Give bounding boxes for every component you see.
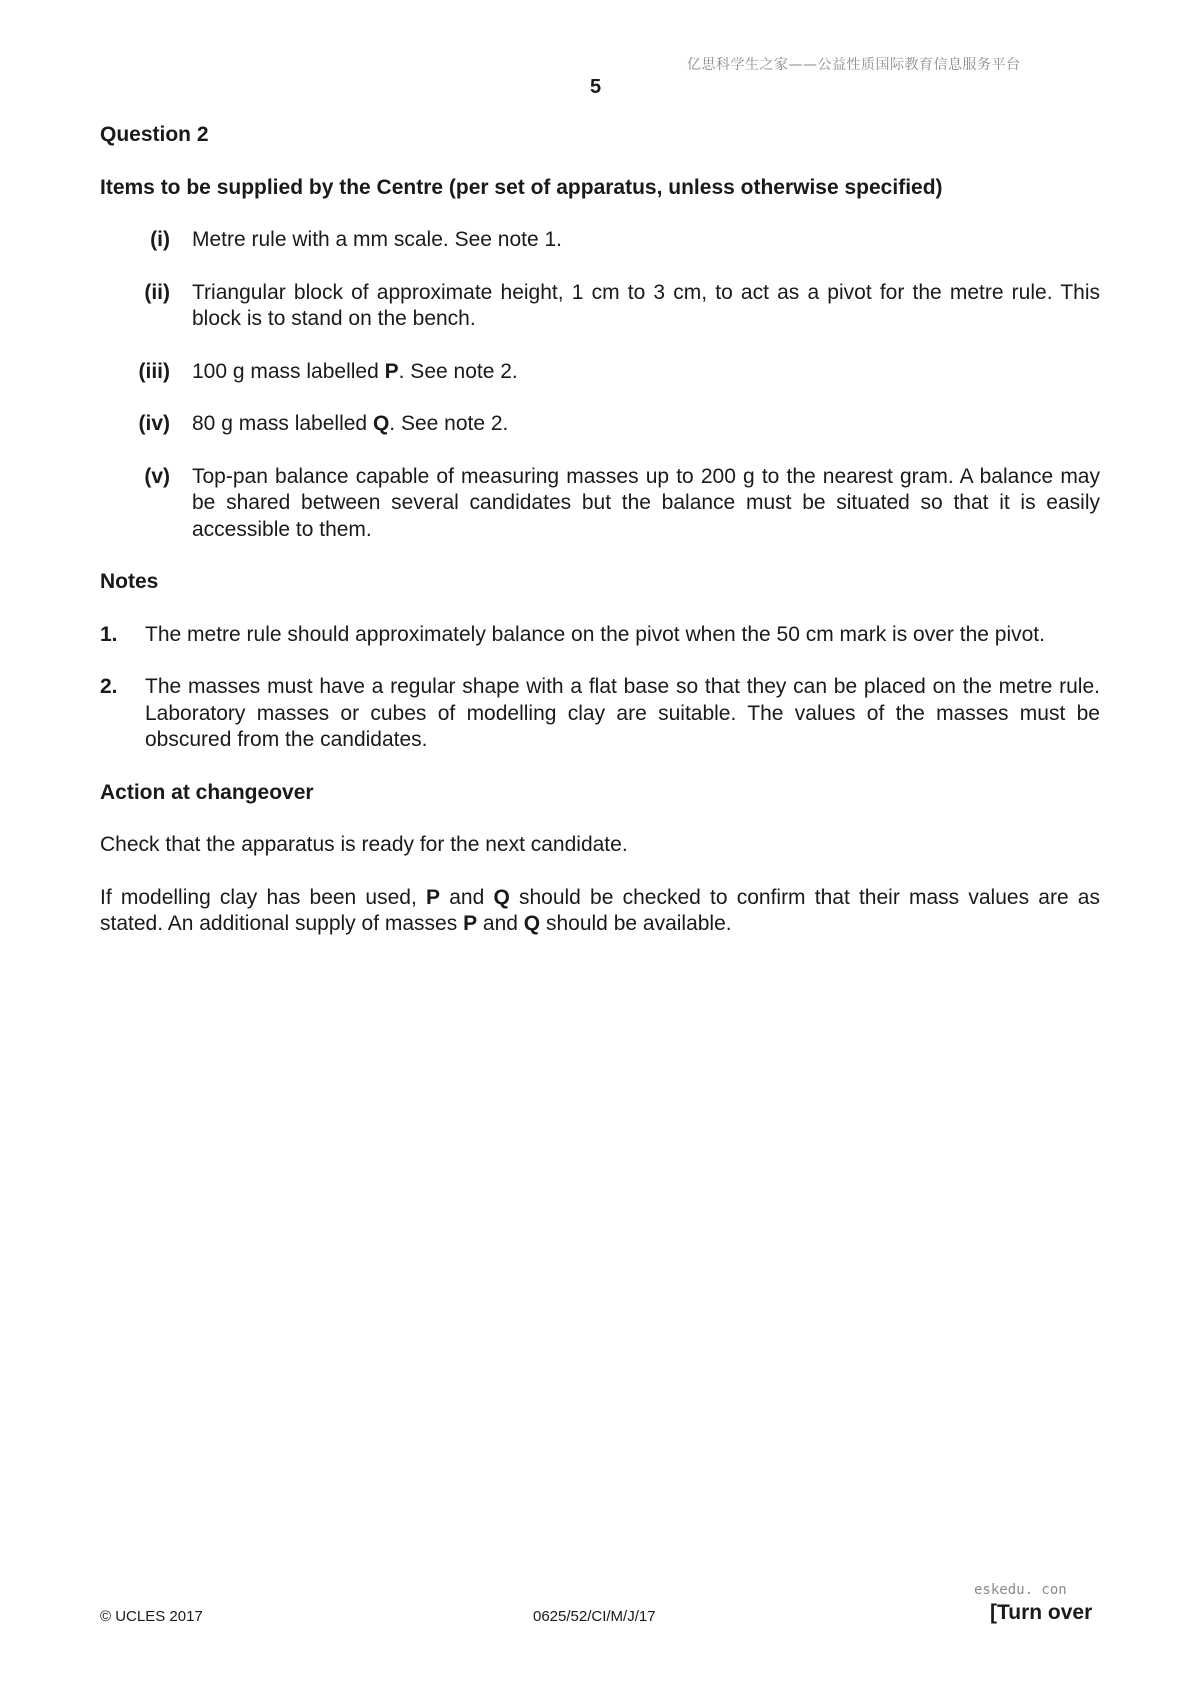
bold-label: P <box>384 359 399 383</box>
notes-heading: Notes <box>100 570 159 593</box>
apparatus-item-number: (ii) <box>144 280 170 304</box>
action-heading: Action at changeover <box>100 780 314 804</box>
action-paragraphs <box>100 832 1100 938</box>
note-item-number: 1. <box>100 622 118 646</box>
apparatus-item-number: (v) <box>144 464 170 488</box>
footer-watermark: eskedu. con <box>974 1582 1067 1598</box>
items-heading: Items to be supplied by the Centre (per set of apparatus, unless otherwise specified) <box>100 175 943 199</box>
bold-label: P <box>426 885 441 909</box>
note-item-text: The masses must have a regular shape with a flat base so that they can be placed on the metre rule. Laboratory masses or cubes of modelling clay are suitable. The values of the masses must be obscured from the candidates. <box>145 675 1100 751</box>
apparatus-item-number: (i) <box>150 228 170 251</box>
apparatus-item <box>100 359 1100 386</box>
paper-code: 0625/52/CI/M/J/17 <box>533 1608 656 1625</box>
document-body <box>100 122 1100 964</box>
note-item <box>100 622 1100 649</box>
apparatus-item <box>100 227 1100 254</box>
note-item-number: 2. <box>100 675 118 698</box>
copyright: © UCLES 2017 <box>100 1608 203 1625</box>
apparatus-item <box>100 280 1100 333</box>
items-list <box>100 227 1100 543</box>
note-item <box>100 674 1100 754</box>
question-title: Question 2 <box>100 123 209 146</box>
apparatus-item-text: Top-pan balance capable of measuring masses up to 200 g to the nearest gram. A balance may be shared between several candidates but the balance must be situated so that it is easily accessible to them. <box>192 464 1100 541</box>
bold-label: Q <box>493 885 510 909</box>
apparatus-item <box>100 464 1100 544</box>
apparatus-item-text: 100 g mass labelled P. See note 2. <box>192 359 518 383</box>
page-number: 5 <box>589 76 602 98</box>
action-paragraph: Check that the apparatus is ready for the next candidate. <box>100 833 628 856</box>
action-paragraph: If modelling clay has been used, P and Q should be checked to confirm that their mass values are as stated. An additional supply of masses P and Q should be available. <box>100 885 1100 935</box>
apparatus-item-text: Triangular block of approximate height, 1 cm to 3 cm, to act as a pivot for the metre rule. This block is to stand on the bench. <box>192 280 1100 330</box>
apparatus-item <box>100 411 1100 438</box>
apparatus-item-number: (iii) <box>138 359 170 383</box>
notes-list <box>100 622 1100 754</box>
apparatus-item-number: (iv) <box>138 412 170 435</box>
bold-label: Q <box>372 412 390 435</box>
bold-label: Q <box>523 912 541 935</box>
header-watermark: 亿思科学生之家——公益性质国际教育信息服务平台 <box>687 57 1021 73</box>
turn-over-label: [Turn over <box>990 1601 1093 1624</box>
note-item-text: The metre rule should approximately balance on the pivot when the 50 cm mark is over the pivot. <box>145 622 1045 646</box>
bold-label: P <box>463 912 478 935</box>
apparatus-item-text: Metre rule with a mm scale. See note 1. <box>192 228 562 251</box>
apparatus-item-text: 80 g mass labelled Q. See note 2. <box>192 412 509 435</box>
